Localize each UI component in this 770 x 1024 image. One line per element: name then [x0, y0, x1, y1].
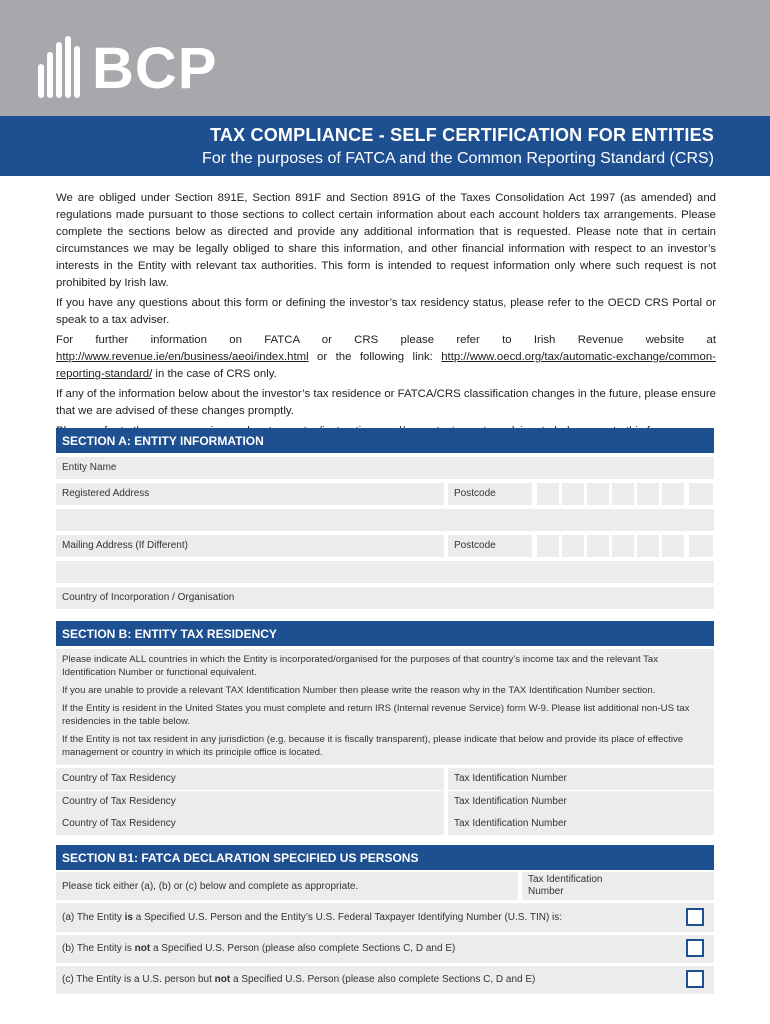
postcode-label: Postcode: [448, 535, 532, 557]
intro-text-span: or the following link:: [308, 351, 442, 363]
country-incorporation-field[interactable]: Country of Incorporation / Organisation: [56, 587, 714, 609]
decl-text-bold: is: [124, 912, 133, 923]
postcode-box[interactable]: [562, 535, 584, 557]
logo-text: BCP: [92, 36, 218, 101]
decl-text: (c) The Entity is a U.S. person but: [62, 974, 215, 985]
postcode-box[interactable]: [587, 483, 609, 505]
header-band: [0, 0, 770, 116]
postcode-box[interactable]: [689, 483, 713, 505]
bcp-logo: [36, 30, 217, 100]
decl-text: (b) The Entity is: [62, 943, 135, 954]
bcp-logo-icon: [36, 34, 86, 100]
postcode-box[interactable]: [612, 535, 634, 557]
section-b-instructions: [56, 649, 714, 765]
decl-text-bold: not: [214, 974, 231, 985]
intro-text-span: For further information on FATCA or CRS please refer to Irish Revenue website at: [56, 334, 716, 346]
postcode-box[interactable]: [537, 535, 559, 557]
tin-label-line: Number: [528, 886, 564, 897]
b1-instruction: Please tick either (a), (b) or (c) below and complete as appropriate.: [56, 872, 518, 900]
title-band: [0, 116, 770, 176]
decl-text: a Specified U.S. Person (please also complete Sections C, D and E): [150, 943, 456, 954]
registered-address-field[interactable]: Registered Address: [56, 483, 444, 505]
declaration-a-label: [62, 912, 562, 923]
intro-text: [56, 190, 716, 443]
intro-paragraph: We are obliged under Section 891E, Section 891F and Section 891G of the Taxes Consolidation Act 1997 (as amended) and regulations made pursuant to those sections to collect certain information about each account holders tax arrangements. Please complete the sections below as directed and provide any additional information that is requested. Please note that in certain circumstances we may be legally obliged to share this information, and other financial information with respect to an investor’s interests in the Entity with relevant tax authorities. This form is intended to request information only where such request is not prohibited by Irish law.: [56, 192, 716, 289]
declaration-c-row: [56, 966, 714, 994]
intro-text-span: in the case of CRS only.: [152, 368, 277, 380]
postcode-label: Postcode: [448, 483, 532, 505]
instruction-text: If the Entity is not tax resident in any jurisdiction (e.g. because it is fiscally transparent), please indicate that below and provide its place of effective management or country in which its principle office is located.: [62, 734, 684, 758]
mailing-address-line2[interactable]: [56, 561, 714, 583]
intro-paragraph: If any of the information below about the investor’s tax residence or FATCA/CRS classification changes in the future, please ensure that we are advised of these changes promptly.: [56, 388, 716, 417]
postcode-box[interactable]: [537, 483, 559, 505]
mailing-address-field[interactable]: Mailing Address (If Different): [56, 535, 444, 557]
instruction-text: Please indicate ALL countries in which the Entity is incorporated/organised for the purposes of that country’s income tax and the relevant Tax Identification Number or functional equivalent.: [62, 654, 659, 678]
tin-field[interactable]: Tax Identification Number: [448, 813, 714, 835]
decl-text: (a) The Entity: [62, 912, 125, 923]
decl-text-bold: not: [134, 943, 151, 954]
postcode-box[interactable]: [562, 483, 584, 505]
section-b-header: SECTION B: ENTITY TAX RESIDENCY: [56, 621, 714, 646]
instruction-text: If the Entity is resident in the United States you must complete and return IRS (Internal revenue Service) form W-9. Please list additional non-US tax residencies in the table below.: [62, 703, 690, 727]
section-b1-header: SECTION B1: FATCA DECLARATION SPECIFIED US PERSONS: [56, 845, 714, 870]
tin-field[interactable]: Tax Identification Number: [448, 768, 714, 790]
declaration-b-label: [62, 943, 455, 954]
postcode-box[interactable]: [662, 535, 684, 557]
declaration-a-row: [56, 903, 714, 932]
declaration-c-label: [62, 974, 535, 985]
postcode-box[interactable]: [689, 535, 713, 557]
tin-field[interactable]: Tax Identification Number: [448, 791, 714, 813]
page-subtitle: For the purposes of FATCA and the Common Reporting Standard (CRS): [202, 150, 714, 167]
section-a-header: SECTION A: ENTITY INFORMATION: [56, 428, 714, 453]
registered-address-line2[interactable]: [56, 509, 714, 531]
declaration-c-checkbox[interactable]: [686, 970, 704, 988]
country-tax-residency-field[interactable]: Country of Tax Residency: [56, 791, 444, 813]
postcode-box[interactable]: [612, 483, 634, 505]
decl-text: a Specified U.S. Person (please also complete Sections C, D and E): [230, 974, 536, 985]
declaration-b-row: [56, 935, 714, 963]
postcode-box[interactable]: [637, 483, 659, 505]
postcode-box[interactable]: [637, 535, 659, 557]
postcode-box[interactable]: [587, 535, 609, 557]
country-tax-residency-field[interactable]: Country of Tax Residency: [56, 813, 444, 835]
declaration-a-checkbox[interactable]: [686, 908, 704, 926]
decl-text: a Specified U.S. Person and the Entity’s U.S. Federal Taxpayer Identifying Number (U.S. TIN) is:: [132, 912, 563, 923]
postcode-box[interactable]: [662, 483, 684, 505]
entity-name-field[interactable]: Entity Name: [56, 457, 714, 479]
tin-label-line: Tax Identification: [528, 874, 603, 885]
instruction-text: If you are unable to provide a relevant TAX Identification Number then please write the reason why in the TAX Identification Number section.: [62, 685, 656, 696]
page-title: TAX COMPLIANCE - SELF CERTIFICATION FOR ENTITIES: [210, 125, 714, 145]
intro-paragraph: If you have any questions about this form or defining the investor’s tax residency status, please refer to the OECD CRS Portal or speak to a tax adviser.: [56, 297, 716, 326]
revenue-link[interactable]: http://www.revenue.ie/en/business/aeoi/index.html: [56, 351, 309, 363]
oecd-link[interactable]: http://www.oecd.org/tax/automatic-exchange/common-reporting-standard/: [56, 351, 716, 380]
b1-tin-label: [522, 872, 714, 900]
declaration-b-checkbox[interactable]: [686, 939, 704, 957]
country-tax-residency-field[interactable]: Country of Tax Residency: [56, 768, 444, 790]
intro-paragraph: [56, 332, 716, 383]
